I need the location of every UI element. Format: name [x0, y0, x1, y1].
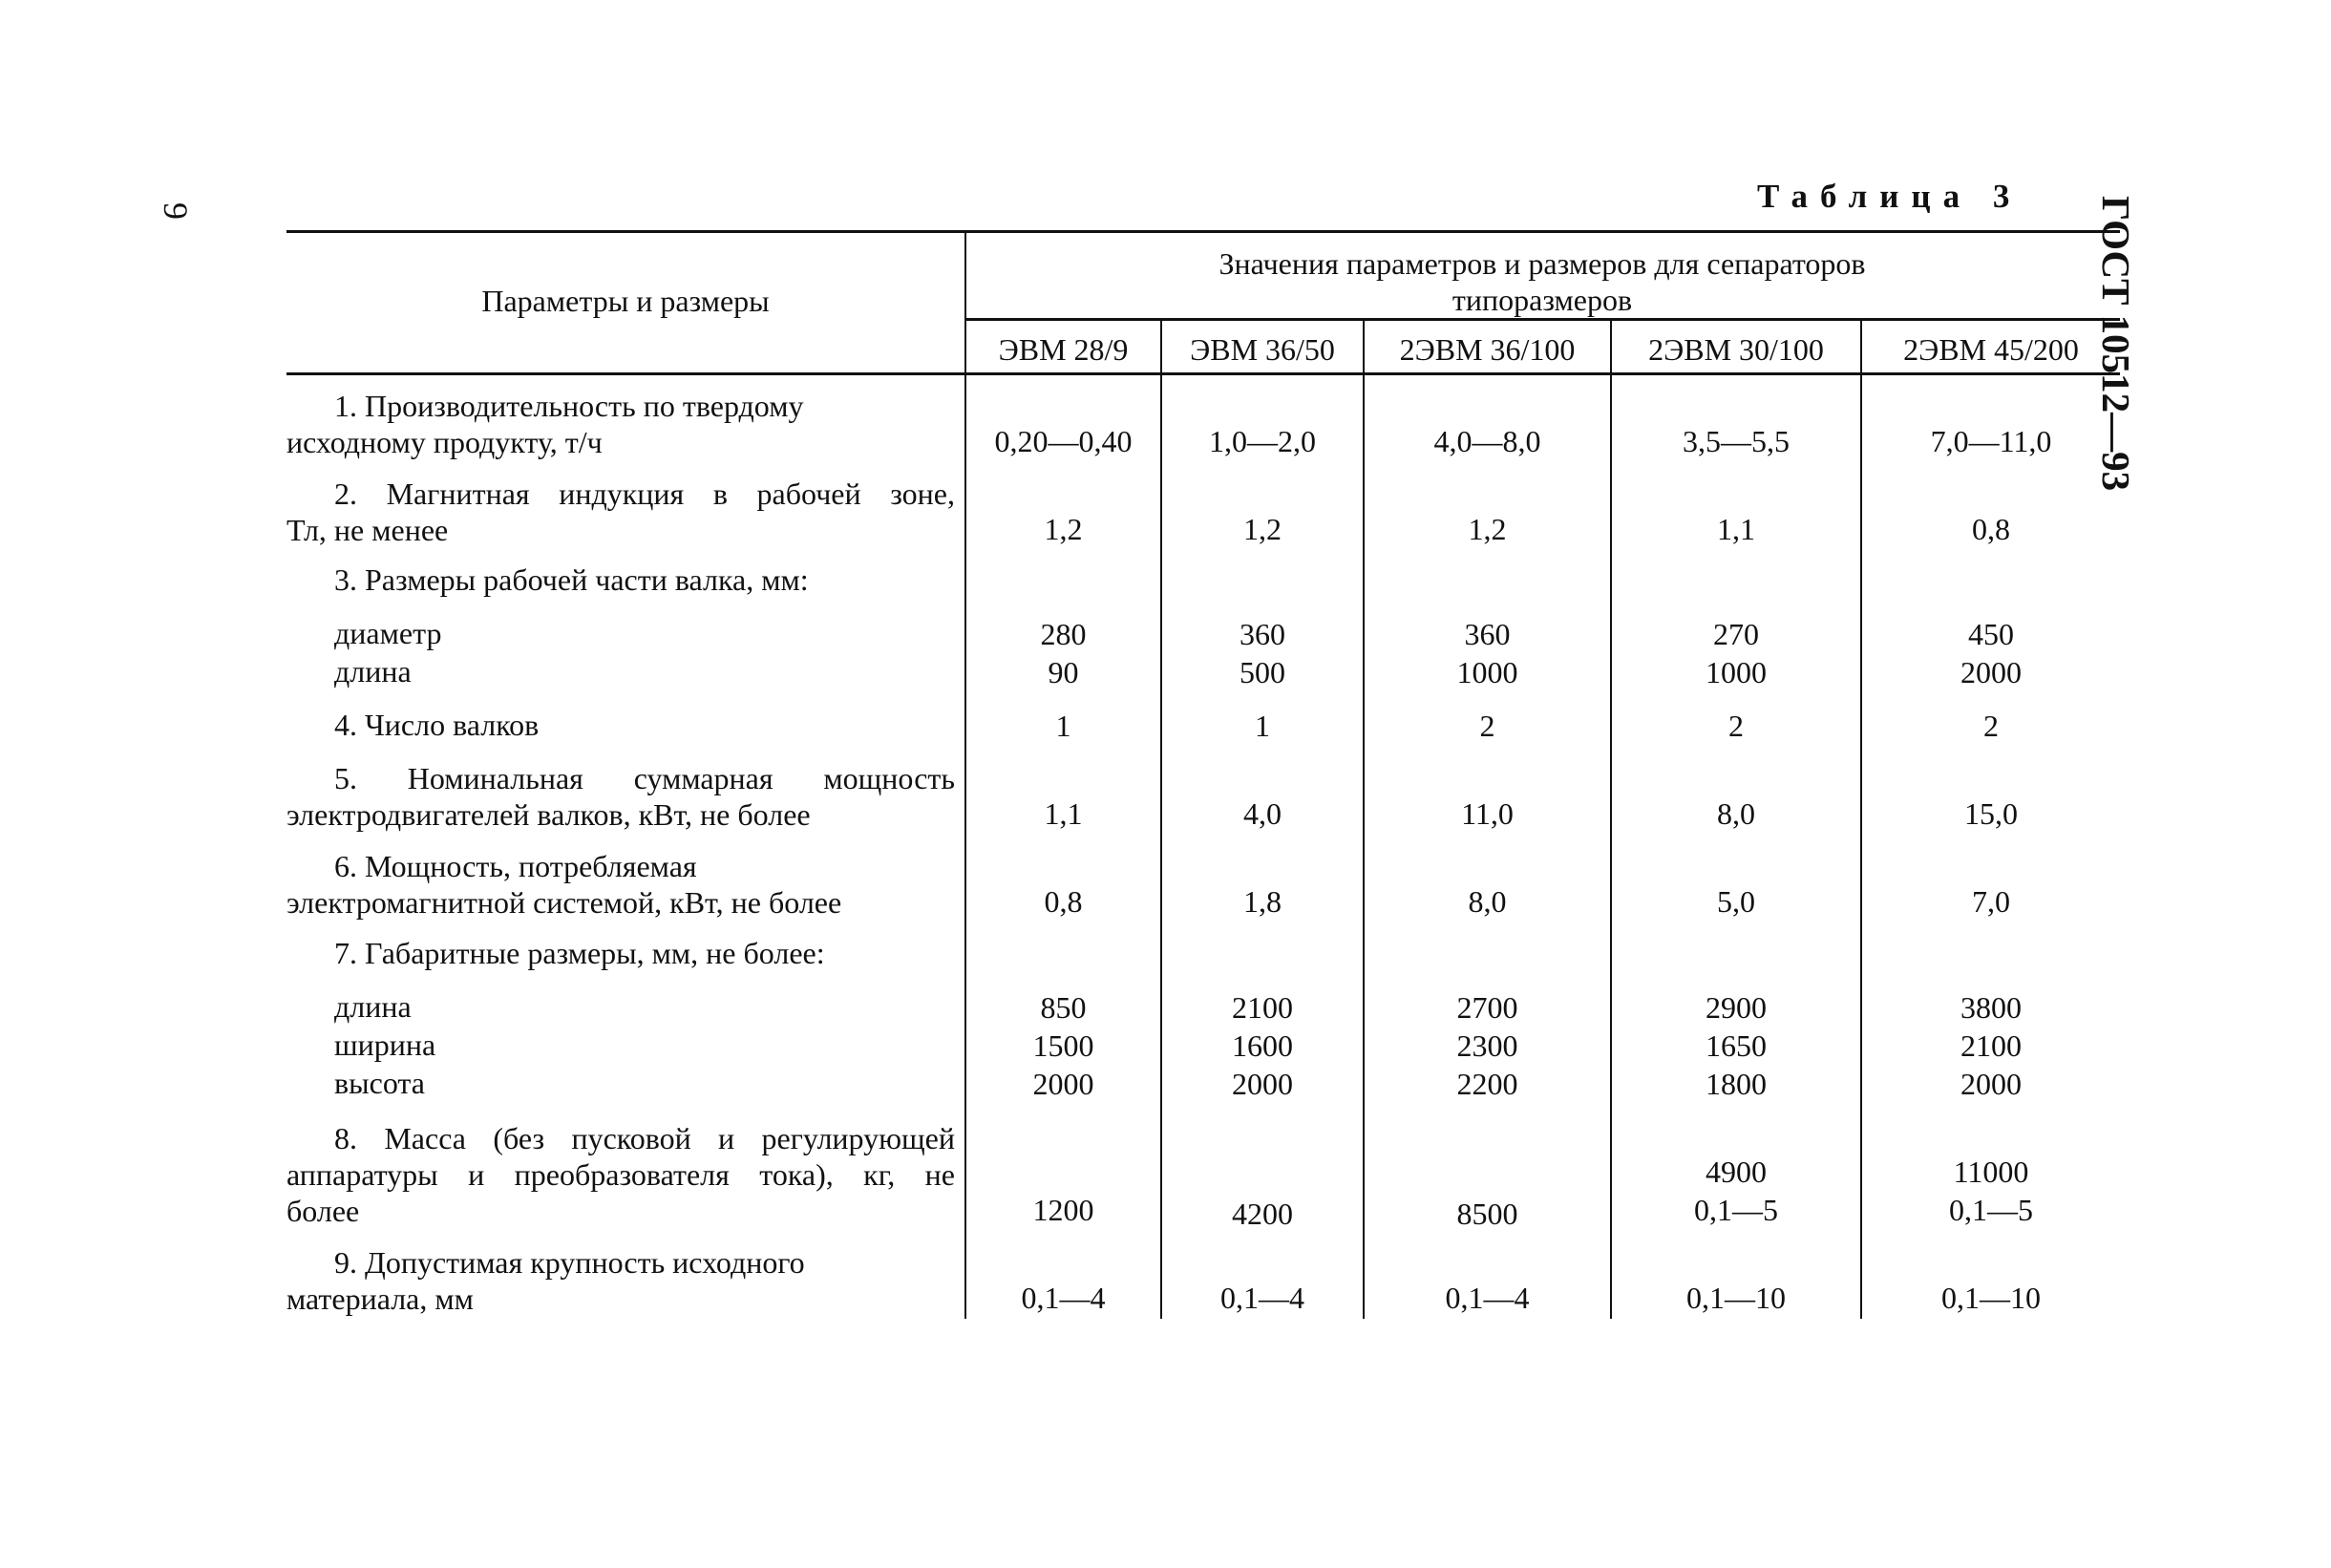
cell-value: 4,0—8,0: [1433, 424, 1541, 458]
cell-value: 1000: [1456, 655, 1518, 689]
cell-value: 1800: [1706, 1067, 1767, 1101]
cell-value: 1,1: [1044, 796, 1083, 831]
header-values-group-line1: Значения параметров и размеров для сепараторов: [1218, 246, 1866, 281]
cell-value: 1,8: [1243, 884, 1282, 919]
cell-value: 0,1—10: [1686, 1281, 1786, 1315]
cell-value: 7,0: [1972, 884, 2010, 919]
cell-value: 8,0: [1717, 796, 1755, 831]
cell-value: 0,1—4: [1021, 1281, 1106, 1315]
cell-value: 0,1—10: [1941, 1281, 2041, 1315]
cell-value: 2: [1479, 709, 1495, 743]
cell-value: 2100: [1232, 990, 1293, 1025]
cell-value: 1: [1255, 709, 1270, 743]
cell-value: 500: [1240, 655, 1285, 689]
cell-value: 450: [1968, 617, 2014, 651]
cell-value: 1500: [1032, 1028, 1094, 1063]
cell-value: 360: [1464, 617, 1511, 651]
cell-value: 8,0: [1468, 884, 1507, 919]
param-diameter: диаметр: [334, 616, 442, 650]
param-grain-size: 9. Допустимая крупность исходного материала, мм: [286, 1245, 805, 1316]
param-length: длина: [334, 654, 412, 689]
cell-value: 0,1—4: [1445, 1281, 1530, 1315]
cell-value: 2000: [1960, 1067, 2022, 1101]
column-header: ЭВМ 28/9: [998, 332, 1129, 367]
header-bottom-rule: [286, 372, 2120, 375]
cell-value: 0,1—5: [1949, 1193, 2033, 1227]
param-magnetic-induction: 2. Магнитная индукция в рабочей зоне, Тл, не менее: [286, 477, 955, 547]
table-top-rule: [286, 230, 2120, 233]
column-header: 2ЭВМ 30/100: [1648, 332, 1824, 367]
cell-value: 850: [1040, 990, 1087, 1025]
cell-value: 4,0: [1243, 796, 1282, 831]
cell-value: 4200: [1232, 1197, 1293, 1231]
cell-value: 2700: [1456, 990, 1518, 1025]
parameters-table: [286, 230, 2120, 1319]
cell-value: 3,5—5,5: [1683, 424, 1790, 458]
cell-value: 0,1—4: [1220, 1281, 1304, 1315]
cell-value: 2: [1983, 709, 1999, 743]
param-mass: 8. Масса (без пусковой и регулирующей аппаратуры и преобразователя тока), кг, не более: [286, 1121, 955, 1228]
param-overall-height: высота: [334, 1066, 425, 1100]
cell-value: 1,1: [1717, 512, 1755, 546]
cell-value: 1600: [1232, 1028, 1293, 1063]
cell-value: 1,2: [1243, 512, 1282, 546]
cell-value: 1,2: [1468, 512, 1507, 546]
cell-value: 8500: [1456, 1197, 1518, 1231]
cell-value: 280: [1040, 617, 1087, 651]
cell-value: 2000: [1960, 655, 2022, 689]
cell-value: 1650: [1706, 1028, 1767, 1063]
gost-code: ГОСТ 10512—93: [2094, 196, 2138, 492]
subheader-rule: [964, 318, 2120, 321]
param-overall-width: ширина: [334, 1028, 436, 1062]
table-caption: Таблица 3: [1757, 178, 2023, 215]
param-electromagnet-power: 6. Мощность, потребляемая электромагнитной системой, кВт, не более: [286, 849, 842, 920]
header-parameters: Параметры и размеры: [481, 284, 770, 318]
cell-value: 4900: [1706, 1155, 1767, 1189]
column-header: ЭВМ 36/50: [1190, 332, 1335, 367]
cell-value: 1,0—2,0: [1209, 424, 1316, 458]
header-values-group-line2: типоразмеров: [1452, 283, 1633, 317]
param-roller-dimensions: 3. Размеры рабочей части валка, мм:: [334, 562, 809, 597]
cell-value: 270: [1713, 617, 1759, 651]
cell-value: 5,0: [1717, 884, 1755, 919]
cell-value: 7,0—11,0: [1930, 424, 2052, 458]
param-roller-count: 4. Число валков: [334, 708, 540, 742]
cell-value: 2000: [1032, 1067, 1094, 1101]
param-motor-power: 5. Номинальная суммарная мощность электродвигателей валков, кВт, не более: [286, 761, 955, 832]
cell-value: 1000: [1706, 655, 1767, 689]
column-divider: [964, 230, 966, 1319]
param-overall-dimensions: 7. Габаритные размеры, мм, не более:: [334, 936, 825, 970]
cell-value: 3800: [1960, 990, 2022, 1025]
cell-value: 0,20—0,40: [994, 424, 1133, 458]
cell-value: 2200: [1456, 1067, 1518, 1101]
cell-value: 2000: [1232, 1067, 1293, 1101]
cell-value: 2300: [1456, 1028, 1518, 1063]
cell-value: 0,8: [1972, 512, 2010, 546]
cell-value: 1: [1055, 709, 1071, 743]
cell-value: 1200: [1032, 1193, 1094, 1227]
cell-value: 360: [1240, 617, 1285, 651]
param-productivity: 1. Производительность по твердому исходному продукту, т/ч: [286, 389, 804, 459]
cell-value: 2: [1728, 709, 1744, 743]
cell-value: 11000: [1953, 1155, 2029, 1189]
cell-value: 2100: [1960, 1028, 2022, 1063]
column-header: 2ЭВМ 36/100: [1399, 332, 1576, 367]
cell-value: 0,1—5: [1694, 1193, 1778, 1227]
cell-value: 90: [1048, 655, 1079, 689]
cell-value: 11,0: [1461, 796, 1514, 831]
column-header: 2ЭВМ 45/200: [1903, 332, 2079, 367]
cell-value: 0,8: [1044, 884, 1083, 919]
param-overall-length: длина: [334, 989, 412, 1024]
page-number: 9: [157, 202, 195, 220]
cell-value: 15,0: [1964, 796, 2018, 831]
cell-value: 1,2: [1044, 512, 1083, 546]
cell-value: 2900: [1706, 990, 1767, 1025]
